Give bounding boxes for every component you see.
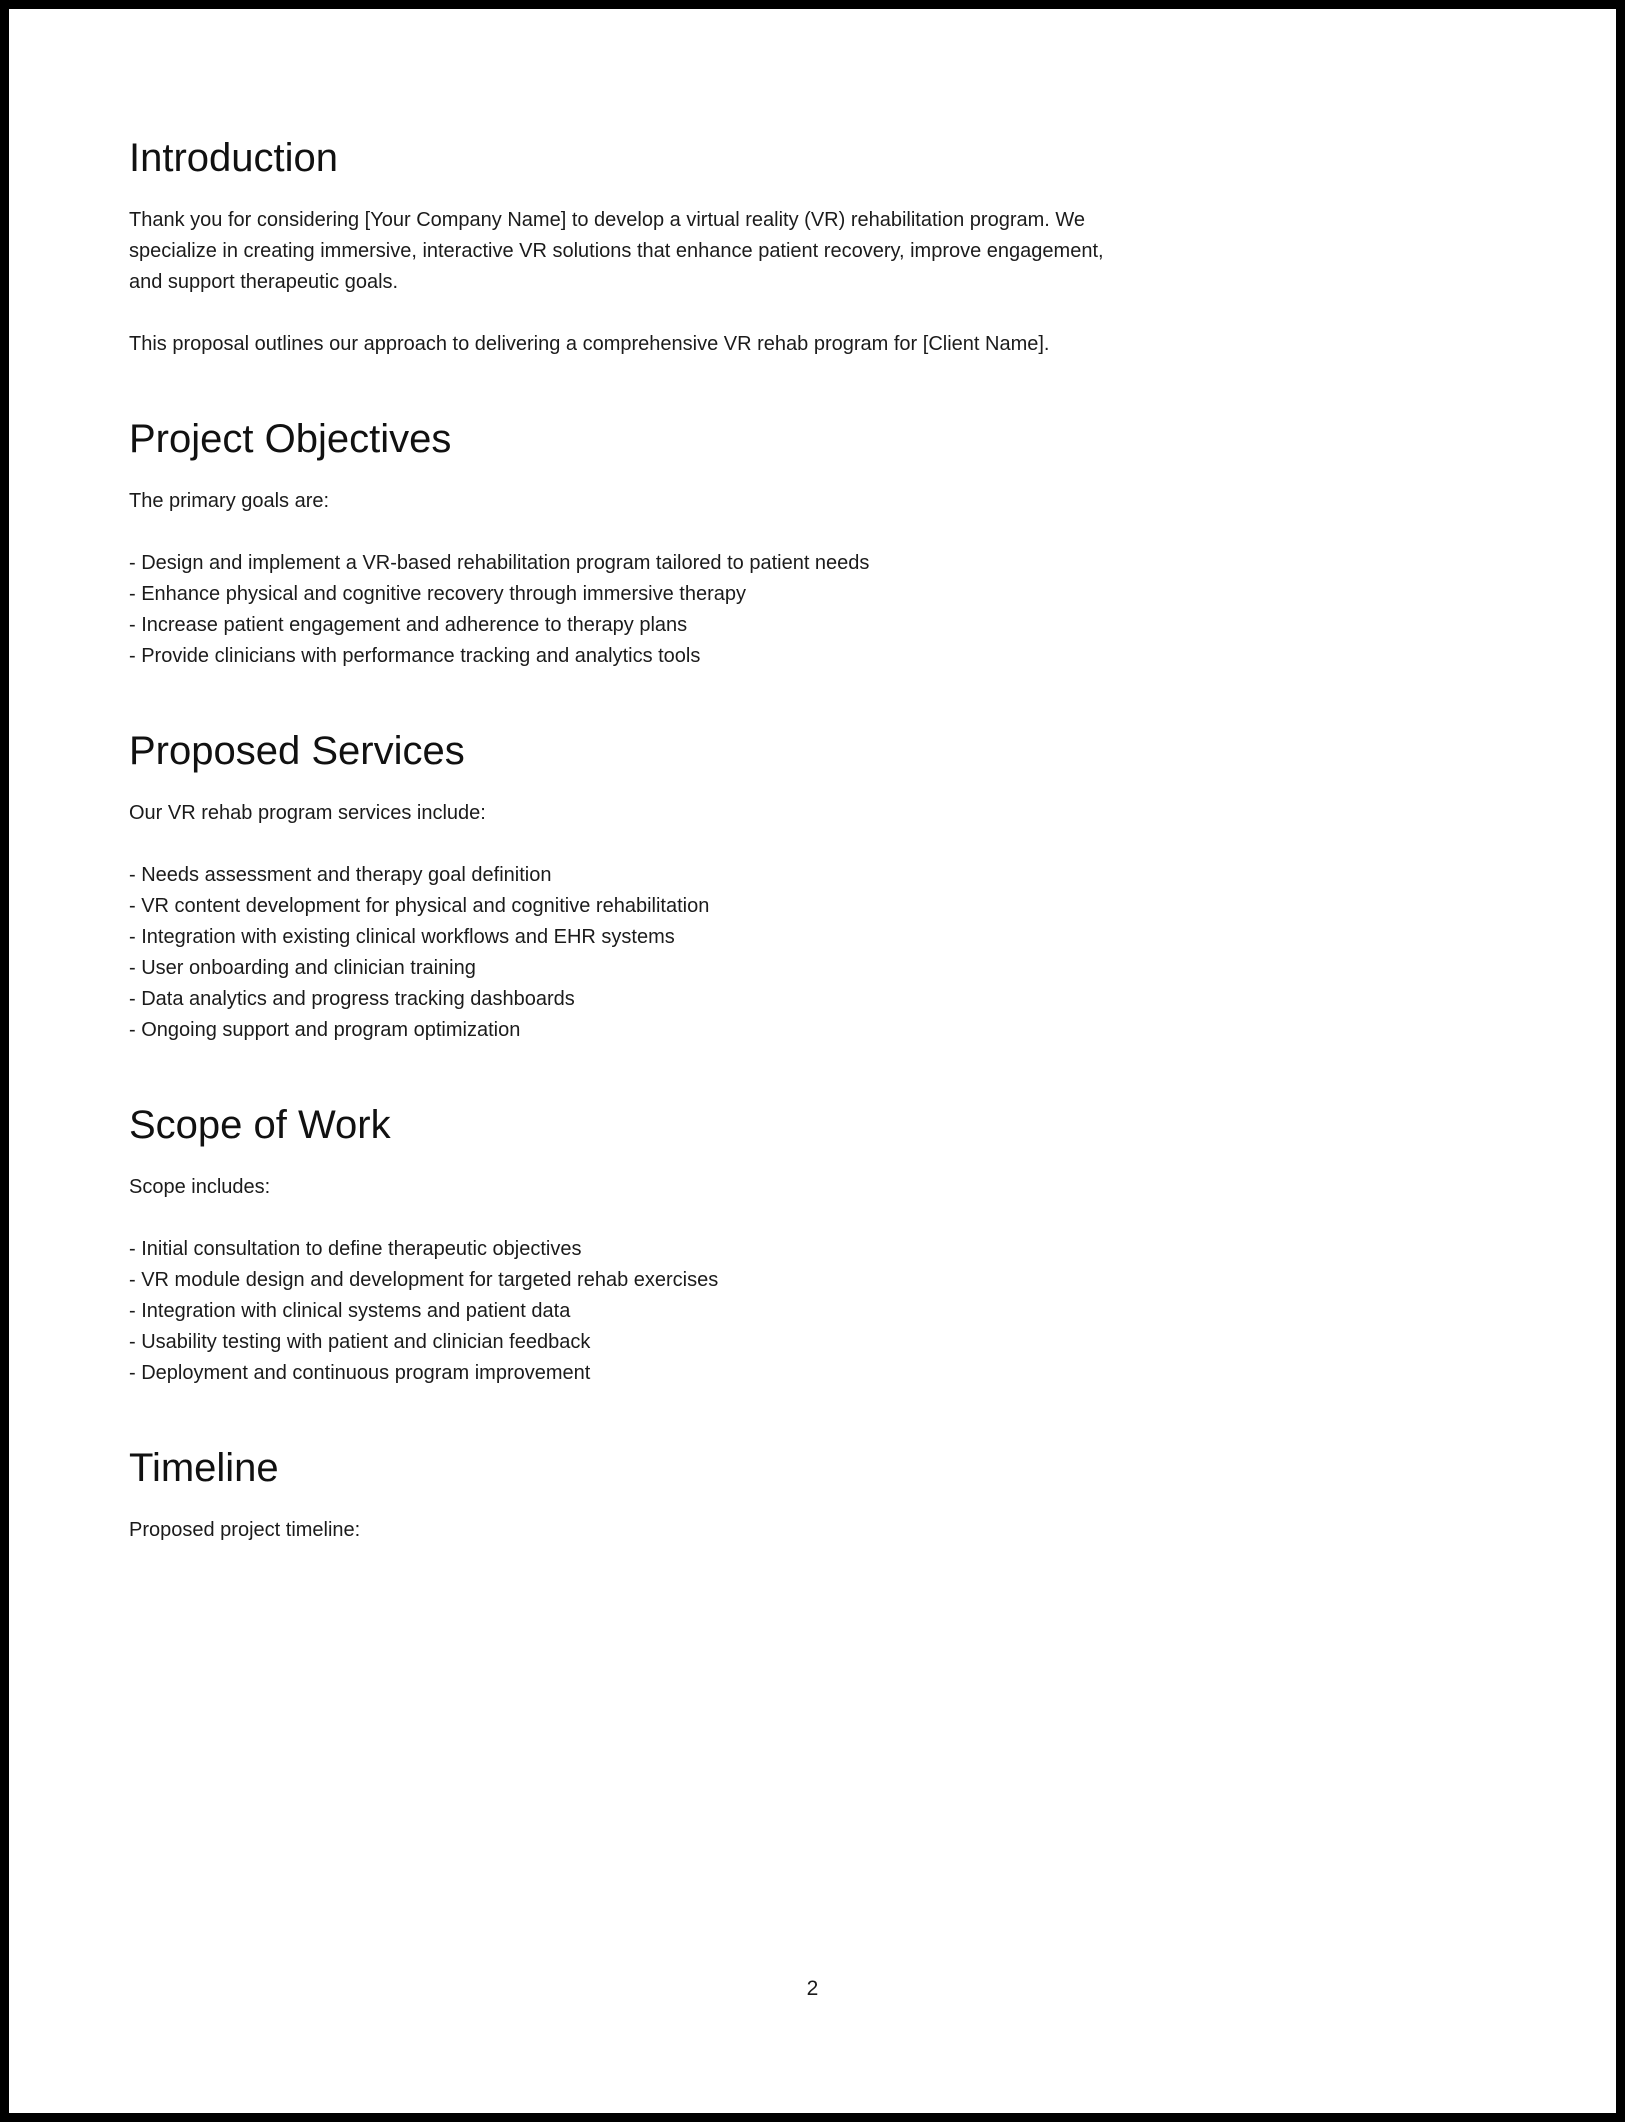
list-item: - Integration with clinical systems and patient data [129, 1300, 571, 1322]
list-item: - Deployment and continuous program improvement [129, 1362, 591, 1384]
introduction-paragraph-1: Thank you for considering [Your Company Name] to develop a virtual reality (VR) rehabilitation program. We specialize in creating immersive, interactive VR solutions that enhance patient recovery, improve engagement, and support therapeutic goals. [129, 209, 1104, 293]
scope-of-work-list [129, 1234, 1476, 1389]
section-heading-introduction: Introduction [129, 136, 339, 180]
list-item: - Ongoing support and program optimization [129, 1019, 521, 1041]
introduction-paragraph-2: This proposal outlines our approach to delivering a comprehensive VR rehab program for [Client Name]. [129, 333, 1050, 355]
page-footer [9, 1953, 1616, 2113]
list-item: - Increase patient engagement and adherence to therapy plans [129, 614, 688, 636]
section-heading-project-objectives: Project Objectives [129, 417, 452, 461]
list-item: - VR content development for physical and cognitive rehabilitation [129, 895, 710, 917]
list-item: - Needs assessment and therapy goal definition [129, 864, 552, 886]
list-item: - Usability testing with patient and clinician feedback [129, 1331, 591, 1353]
list-item: - User onboarding and clinician training [129, 957, 476, 979]
list-item: - VR module design and development for targeted rehab exercises [129, 1269, 719, 1291]
section-heading-scope-of-work: Scope of Work [129, 1103, 391, 1147]
proposed-services-list [129, 860, 1476, 1046]
page-number: 2 [806, 1977, 819, 2000]
project-objectives-list [129, 548, 1476, 672]
list-item: - Integration with existing clinical workflows and EHR systems [129, 926, 675, 948]
list-item: - Design and implement a VR-based rehabilitation program tailored to patient needs [129, 552, 870, 574]
list-item: - Enhance physical and cognitive recovery through immersive therapy [129, 583, 746, 605]
section-heading-timeline: Timeline [129, 1446, 279, 1490]
project-objectives-intro: The primary goals are: [129, 490, 330, 512]
section-heading-proposed-services: Proposed Services [129, 729, 465, 773]
proposed-services-intro: Our VR rehab program services include: [129, 802, 486, 824]
list-item: - Initial consultation to define therapeutic objectives [129, 1238, 582, 1260]
scope-of-work-intro: Scope includes: [129, 1176, 271, 1198]
timeline-intro: Proposed project timeline: [129, 1519, 361, 1541]
list-item: - Provide clinicians with performance tracking and analytics tools [129, 645, 701, 667]
list-item: - Data analytics and progress tracking dashboards [129, 988, 575, 1010]
document-content [9, 9, 1616, 1577]
